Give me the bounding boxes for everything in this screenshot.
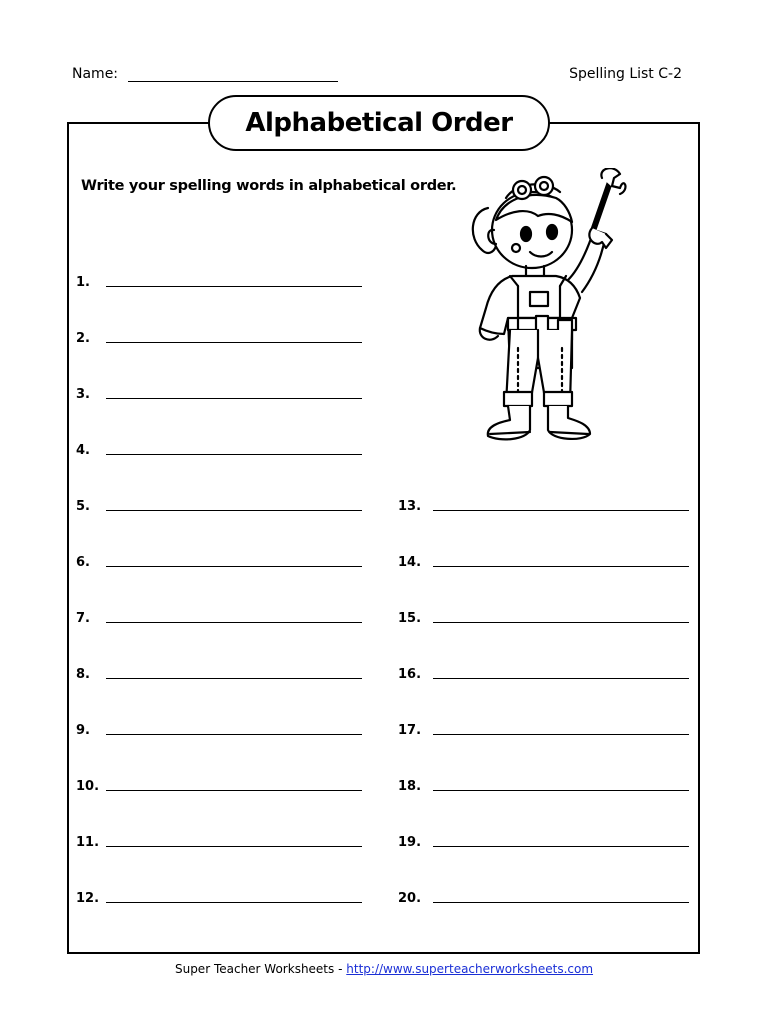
answer-number: 7. — [76, 611, 90, 626]
answer-row — [398, 494, 689, 514]
answer-number: 8. — [76, 667, 90, 682]
answer-row — [76, 606, 362, 626]
footer-link[interactable]: http://www.superteacherworksheets.com — [346, 962, 594, 976]
answer-row — [76, 886, 362, 906]
name-label: Name: — [72, 66, 119, 82]
spelling-list-label: Spelling List C-2 — [569, 66, 682, 82]
answer-line[interactable] — [106, 677, 362, 679]
answer-row — [398, 662, 689, 682]
footer-separator: - — [338, 962, 343, 976]
answer-number: 15. — [398, 611, 422, 626]
answer-line[interactable] — [433, 733, 689, 735]
answer-row — [76, 382, 362, 402]
answer-row — [76, 494, 362, 514]
answer-line[interactable] — [106, 901, 362, 903]
answer-line[interactable] — [106, 845, 362, 847]
answer-line[interactable] — [106, 565, 362, 567]
answer-row — [76, 438, 362, 458]
answer-line[interactable] — [433, 509, 689, 511]
answer-line[interactable] — [433, 901, 689, 903]
answer-line[interactable] — [106, 733, 362, 735]
footer-site-name: Super Teacher Worksheets — [174, 962, 335, 976]
answer-number: 14. — [398, 555, 422, 570]
answer-number: 2. — [76, 331, 90, 346]
worksheet-title: Alphabetical Order — [208, 95, 550, 151]
answer-row — [76, 718, 362, 738]
answer-row — [398, 550, 689, 570]
answer-number: 6. — [76, 555, 90, 570]
answer-number: 4. — [76, 443, 90, 458]
answer-line[interactable] — [433, 845, 689, 847]
answer-number: 19. — [398, 835, 422, 850]
answer-number: 20. — [398, 891, 422, 906]
name-input-line[interactable] — [128, 67, 338, 82]
answer-number: 10. — [76, 779, 100, 794]
answer-line[interactable] — [106, 285, 362, 287]
answer-row — [76, 662, 362, 682]
answer-number: 11. — [76, 835, 100, 850]
answer-row — [76, 326, 362, 346]
answer-row — [76, 830, 362, 850]
answer-number: 9. — [76, 723, 90, 738]
answer-line[interactable] — [433, 565, 689, 567]
answer-line[interactable] — [433, 677, 689, 679]
answer-number: 17. — [398, 723, 422, 738]
footer — [0, 962, 768, 976]
answer-line[interactable] — [106, 789, 362, 791]
answer-row — [398, 606, 689, 626]
answer-line[interactable] — [433, 789, 689, 791]
answer-row — [76, 774, 362, 794]
answer-row — [398, 774, 689, 794]
answer-line[interactable] — [106, 397, 362, 399]
answer-row — [398, 718, 689, 738]
answer-line[interactable] — [433, 621, 689, 623]
answer-row — [398, 830, 689, 850]
answer-number: 3. — [76, 387, 90, 402]
name-field — [72, 66, 338, 82]
answer-number: 18. — [398, 779, 422, 794]
answer-line[interactable] — [106, 509, 362, 511]
girl-with-wrench-icon — [460, 168, 650, 453]
answer-number: 1. — [76, 275, 90, 290]
answer-row — [76, 550, 362, 570]
answer-row — [76, 270, 362, 290]
answer-number: 13. — [398, 499, 422, 514]
answer-row — [398, 886, 689, 906]
answer-number: 16. — [398, 667, 422, 682]
answer-line[interactable] — [106, 341, 362, 343]
instruction-text: Write your spelling words in alphabetical order. — [81, 178, 457, 194]
answer-number: 5. — [76, 499, 90, 514]
answer-line[interactable] — [106, 621, 362, 623]
answer-number: 12. — [76, 891, 100, 906]
answer-line[interactable] — [106, 453, 362, 455]
